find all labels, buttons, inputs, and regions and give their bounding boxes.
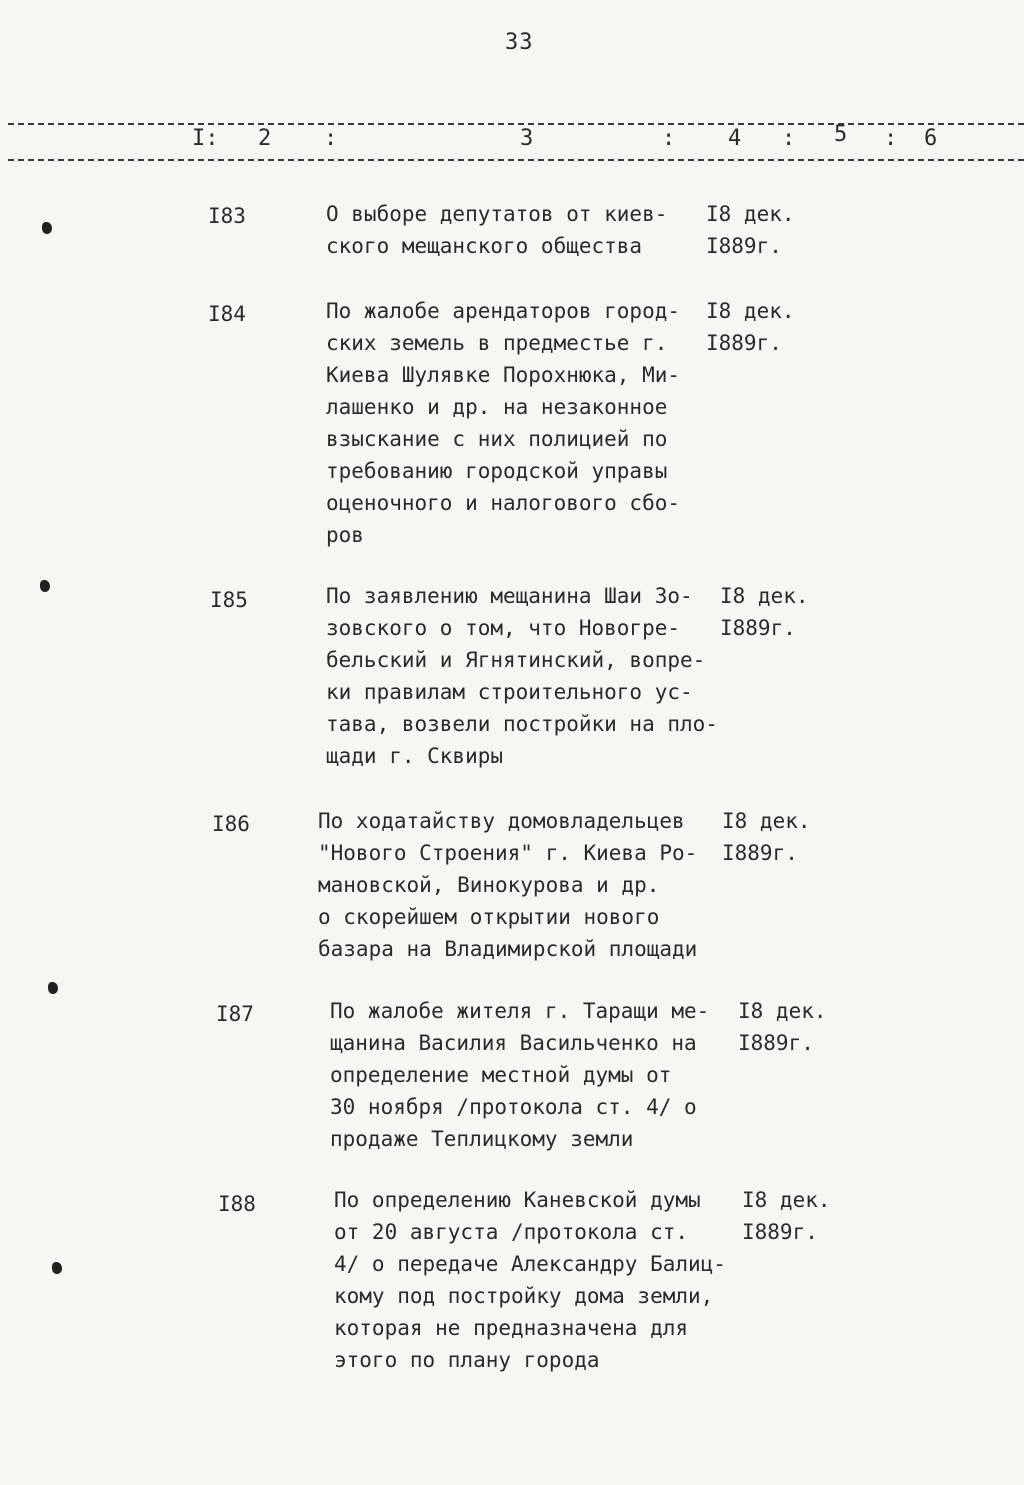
column-header-6: 6 xyxy=(924,126,938,151)
entry-date: I8 дек. I889г. xyxy=(722,809,811,865)
column-header-5: 5 xyxy=(834,122,848,147)
entry-text: По жалобе жителя г. Таращи ме- щанина Василия Васильченко на определение местной думы от 30 ноября /протокола ст. 4/ о продаже Теплицкому земли xyxy=(330,999,710,1151)
column-separator: : xyxy=(662,126,676,151)
column-separator: : xyxy=(324,126,338,151)
header-rule-top xyxy=(8,123,1024,125)
ink-mark xyxy=(42,222,52,234)
entry-date: I8 дек. I889г. xyxy=(742,1188,831,1244)
column-separator: : xyxy=(782,126,796,151)
ink-mark xyxy=(40,580,50,592)
entry-text: О выборе депутатов от киев- ского мещанского общества xyxy=(326,202,668,258)
column-separator: : xyxy=(884,126,898,151)
entry-number: I83 xyxy=(208,204,246,228)
entry-date: I8 дек. I889г. xyxy=(738,999,827,1055)
entry-number: I85 xyxy=(210,588,248,612)
entry-date: I8 дек. I889г. xyxy=(706,299,795,355)
entry-number: I87 xyxy=(216,1002,254,1026)
column-header-2: 2 xyxy=(258,126,272,151)
entry-number: I84 xyxy=(208,302,246,326)
ink-mark xyxy=(48,982,58,994)
entry-number: I86 xyxy=(212,812,250,836)
column-header-1: I: xyxy=(192,126,219,151)
entry-date: I8 дек. I889г. xyxy=(706,202,795,258)
column-header-3: 3 xyxy=(520,126,534,151)
column-header-4: 4 xyxy=(728,126,742,151)
ink-mark xyxy=(52,1262,62,1274)
entry-text: По заявлению мещанина Шаи Зо- зовского о том, что Новогре- бельский и Ягнятинский, вопре- ки правилам строительного ус- тава, возвели постройки на пло- щади г. Сквиры xyxy=(326,584,718,768)
page-number: 33 xyxy=(505,30,534,55)
entry-text: По жалобе арендаторов город- ских земель в предместье г. Киева Шулявке Порохнюка, Ми- лашенко и др. на незаконное взыскание с них полицией по требованию городской управы оценочного и налогового сбо- ров xyxy=(326,299,681,547)
entry-text: По ходатайству домовладельцев "Нового Строения" г. Киева Ро- мановской, Винокурова и др. о скорейшем открытии нового базара на Владимирской площади xyxy=(318,809,698,961)
entry-date: I8 дек. I889г. xyxy=(720,584,809,640)
entry-text: По определению Каневской думы от 20 августа /протокола ст. 4/ о передаче Александру Балиц- кому под постройку дома земли, которая не предназначена для этого по плану города xyxy=(334,1188,726,1372)
header-rule-bottom xyxy=(8,159,1024,161)
entry-number: I88 xyxy=(218,1192,256,1216)
